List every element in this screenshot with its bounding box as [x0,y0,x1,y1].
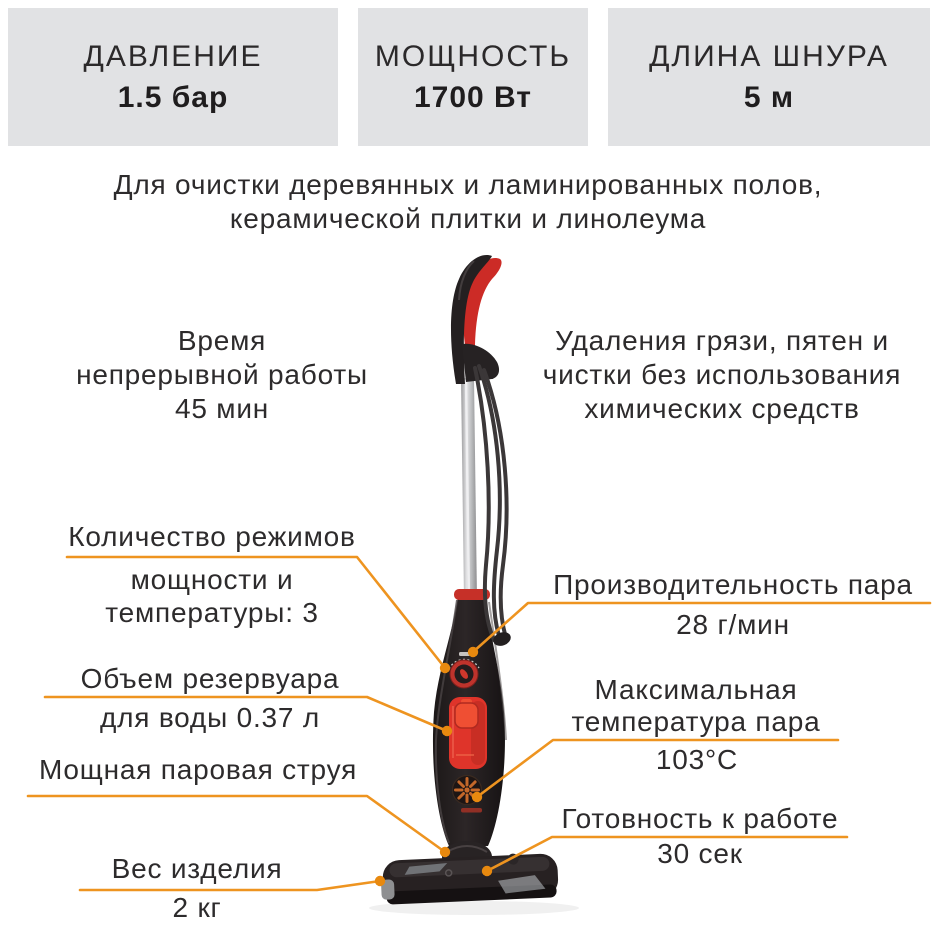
callout-max-temp-value: 103°C [655,744,739,775]
feature-runtime-line-2: непрерывной работы [76,359,368,390]
leader-dot-weight [375,876,385,886]
feature-cleaning [543,324,901,426]
callout-ready-value: 30 сек [657,838,743,869]
spec-value-cord-length: 5 м [743,80,795,114]
spec-box-pressure [8,8,338,146]
power-cord [475,366,507,640]
control-dial-icon [449,652,479,688]
callout-modes-title: Количество режимов [68,521,356,552]
spec-label-cord-length: ДЛИНА ШНУРА [649,39,889,73]
swivel-joint [442,841,492,876]
base-head [380,852,559,905]
callout-steam-rate-value: 28 г/мин [676,609,790,640]
base-logo [446,870,452,876]
callout-weight-value: 2 кг [172,892,222,923]
feature-runtime-line-3: 45 мин [174,393,270,424]
leader-dot-ready [482,866,492,876]
product-description [114,168,823,236]
brand-label [461,808,482,813]
callout-max-temp-line-1: Максимальная [594,674,798,705]
base-foot [381,879,395,900]
pole [461,378,477,600]
leader-dot-max-temp [472,792,482,802]
callout-tank-title: Объем резервуара [80,663,340,694]
leader-dot-steam-rate [468,647,478,657]
callout-tank-sub: для воды 0.37 л [100,702,320,733]
callout-modes-line-2: мощности и [130,564,294,595]
callout-weight-title: Вес изделия [111,853,283,884]
description-line-2: керамической плитки и линолеума [229,203,707,234]
spec-value-power: 1700 Вт [413,80,533,114]
spec-label-power: МОЩНОСТЬ [374,39,572,73]
feature-cleaning-line-2: чистки без использования [542,359,902,390]
leader-dot-jet [440,847,450,857]
spec-box-cord-length [608,8,930,146]
callout-max-temp-line-2: температура пара [571,706,821,737]
body [433,589,506,846]
handle [451,255,502,384]
spec-box-power [358,8,588,146]
callout-ready-title: Готовность к работе [561,803,839,834]
cord-hook [491,630,512,648]
pole-collar [454,589,490,600]
callout-modes-sub [105,563,318,629]
leader-dot-modes [440,663,450,673]
callout-steam-rate-title: Производительность пара [553,569,913,600]
steam-vent-icon [453,776,482,805]
base-knob [507,853,518,864]
feature-cleaning-line-3: химических средств [584,393,860,424]
leader-line-jet [28,796,445,852]
spec-label-pressure: ДАВЛЕНИЕ [83,39,263,73]
callout-jet-title: Мощная паровая струя [38,754,358,785]
callout-modes-line-3: температуры: 3 [105,597,319,628]
feature-runtime [76,324,368,426]
description-line-1: Для очистки деревянных и ламинированных полов, [113,169,823,200]
spec-value-pressure: 1.5 бар [117,80,229,114]
callout-max-temp-title [571,674,820,738]
leader-dot-tank [442,726,452,736]
feature-runtime-line-1: Время [177,325,267,356]
water-tank [449,697,487,769]
floor-shadow [369,901,579,915]
feature-cleaning-line-1: Удаления грязи, пятен и [555,325,889,356]
